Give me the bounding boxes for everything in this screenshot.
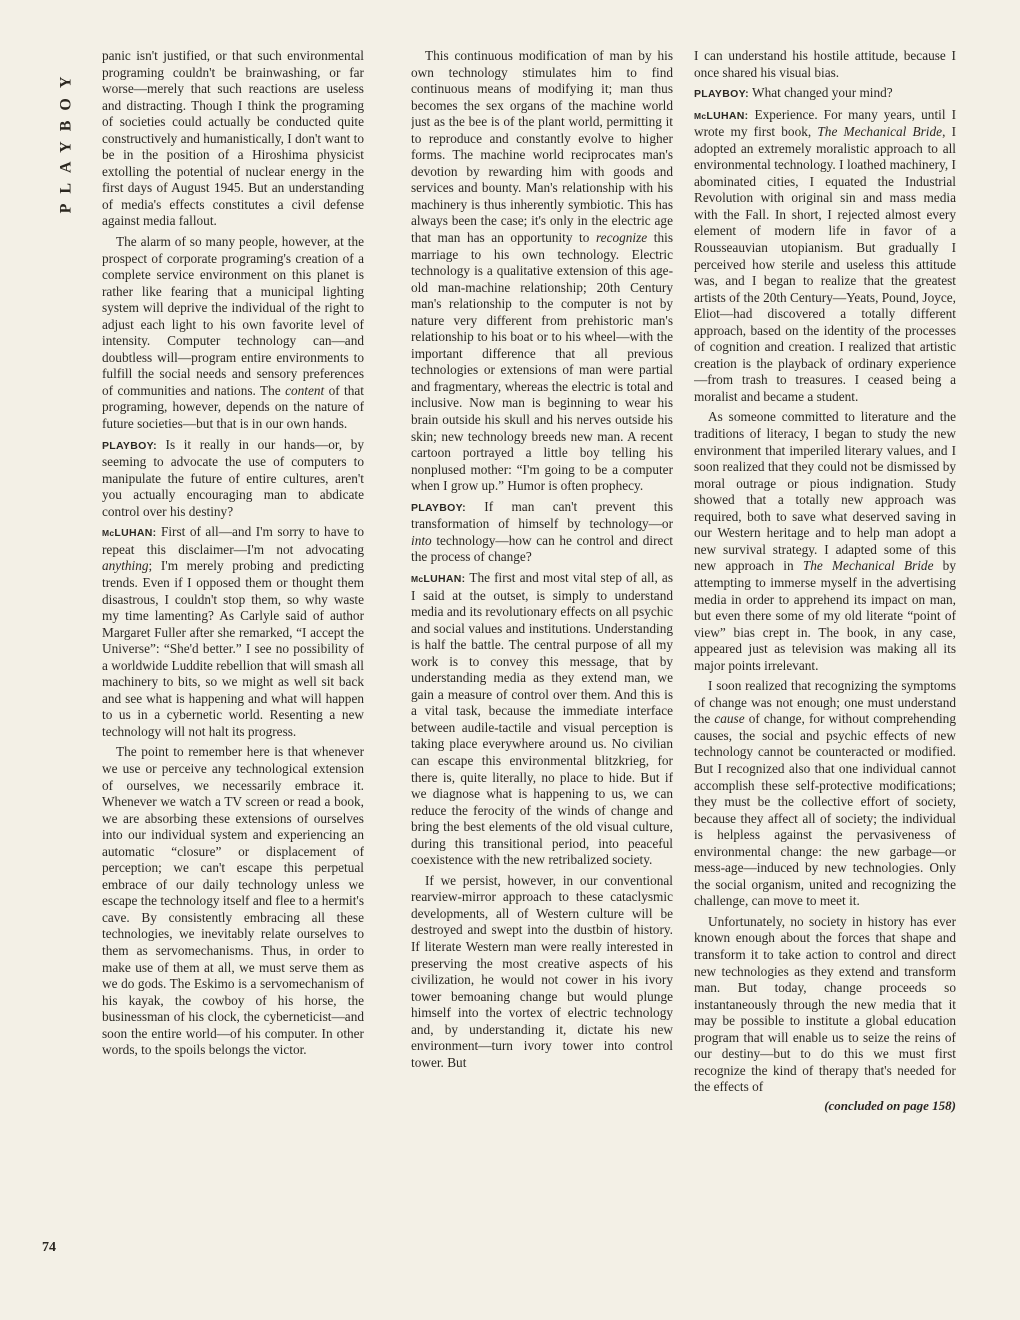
paragraph: As someone committed to literature and the traditions of literacy, I began to study the new environment that imperiled literary values, and I soon realized that they could not be dismissed by moral outrage or pious indignation. Study showed that a totally new approach was required, both to save what deserved saving in our Western heritage and to help man adopt a new survival strategy. I adapted some of this new approach in The Mechanical Bride by attempting to immerse myself in the advertising media in order to apprehend its impact on man, but even there some of my old literate “point of view” bias crept in. The book, in any case, appeared just as television was making all its major points irrelevant.: [694, 409, 956, 673]
speaker-label-playboy: PLAYBOY:: [694, 88, 749, 101]
article-column-3: [694, 48, 956, 1288]
paragraph: panic isn't justified, or that such environmental programing couldn't be brainwashing, or far worse—merely that such reactions are useless and distracting. Though I think the programing of societies could actually be conducted quite constructively and humanistically, I don't want to be in the position of a Hiroshima physicist extolling the potential of nuclear energy in the first days of August 1945. But an understanding of media's effects constitutes a civil defense against media fallout.: [102, 48, 364, 229]
interviewee-answer: McLUHAN: Experience. For many years, until I wrote my first book, The Mechanical Bride, I adopted an extremely moralistic approach to all environmental technology. I loathed machinery, I abominated cities, I equated the Industrial Revolution with original sin and mass media with the Fall. In short, I rejected almost every element of modern life in favor of a Rousseauvian utopianism. But gradually I perceived how sterile and useless this attitude was, and I began to realize that the greatest artists of the 20th Century—Yeats, Pound, Joyce, Eliot—had discovered a totally different approach, based on the identity of the processes of cognition and creation. I realized that artistic creation is the playback of ordinary experience—from trash to treasures. I ceased being a moralist and became a student.: [694, 106, 956, 404]
paragraph: I soon realized that recognizing the symptoms of change was not enough; one must understand the cause of change, for without comprehending causes, the social and psychic effects of new technology cannot be counteracted or modified. But I recognized also that one individual cannot accomplish these self-protective modifications; they must be the collective effort of society, because they affect all of society; the individual is helpless against the pervasiveness of environmental change: the new garbage—or mess-age—induced by new technologies. Only the social organism, united and recognizing the challenge, can move to meet it.: [694, 678, 956, 909]
paragraph: The point to remember here is that whenever we use or perceive any technological extension of ourselves, we necessarily embrace it. Whenever we watch a TV screen or read a book, we are absorbing these extensions of ourselves into our individual system and experiencing an automatic “closure” or displacement of perception; we can't escape this perpetual embrace of our daily technology unless we escape the technology itself and flee to a hermit's cave. By consistently embracing all these technologies, we inevitably relate ourselves to them as servomechanisms. Thus, in order to make use of them at all, we must serve them as we do gods. The Eskimo is a servomechanism of his kayak, the cowboy of his horse, the businessman of his clock, the cyberneticist—and soon the entire world—of his computer. In other words, to the spoils belongs the victor.: [102, 744, 364, 1058]
continuation-note: (concluded on page 158): [824, 1097, 956, 1113]
article-column-1: [102, 48, 364, 1288]
speaker-label-playboy: PLAYBOY:: [102, 439, 157, 452]
speaker-label-mcluhan: McLUHAN:: [102, 527, 157, 540]
interviewee-answer: McLUHAN: First of all—and I'm sorry to have to repeat this disclaimer—I'm not advocating anything; I'm merely probing and predicting trends. Even if I opposed them or thought them disastrous, I couldn't stop them, so why waste my time lamenting? As Carlyle said of author Margaret Fuller after she remarked, “I accept the Universe”: “She'd better.” I see no possibility of a worldwide Luddite rebellion that will smash all machinery to bits, so we might as well sit back and see what is happening and what will happen to us in a cybernetic world. Resenting a new technology will not halt its progress.: [102, 524, 364, 739]
article-column-2: [411, 48, 673, 1288]
paragraph: The alarm of so many people, however, at the prospect of corporate programing's creation of a complete service environment on this planet is rather like fearing that a municipal lighting system will deprive the individual of the right to adjust each light to his own favorite level of intensity. Computer technology can—and doubtless will—program entire environments to fulfill the social needs and sensory preferences of communities and nations. The content of that programing, however, depends on the nature of future societies—but that is in our own hands.: [102, 234, 364, 432]
speaker-label-playboy: PLAYBOY:: [411, 501, 466, 514]
interviewer-question: PLAYBOY: What changed your mind?: [694, 85, 893, 101]
interviewer-question: PLAYBOY: If man can't prevent this transformation of himself by technology—or into technology—how can he control and direct the process of change?: [411, 498, 673, 565]
speaker-label-mcluhan: McLUHAN:: [411, 572, 466, 585]
speaker-label-mcluhan: McLUHAN:: [694, 109, 749, 122]
interviewer-question: PLAYBOY: Is it really in our hands—or, by seeming to advocate the use of computers to manipulate the future of entire cultures, aren't you actually encouraging man to abdicate control over his destiny?: [102, 436, 364, 519]
magazine-masthead: PLAYBOY: [57, 66, 75, 214]
paragraph: If we persist, however, in our conventional rearview-mirror approach to these cataclysmic developments, all of Western culture will be destroyed and swept into the dustbin of history. If literate Western man were really interested in preserving the most creative aspects of his civilization, he would not cower in his ivory tower bemoaning change but would plunge himself into the vortex of electric technology and, by understanding it, dictate his new environment—turn ivory tower into control tower. But: [411, 872, 673, 1070]
paragraph: This continuous modification of man by his own technology stimulates him to find continuous means of modifying it; man thus becomes the sex organs of the machine world just as the bee is of the plant world, permitting it to reproduce and constantly evolve to higher forms. The machine world reciprocates man's devotion by rewarding him with goods and services and bounty. Man's relationship with his machinery is thus inherently symbiotic. This has always been the case; it's only in the electric age that man has an opportunity to recognize this marriage to his own technology. Electric technology is a qualitative extension of this age-old man-machine relationship; 20th Century man's relationship to the computer is not by nature very different from prehistoric man's relationship to his boat or to his wheel—with the important difference that all previous technologies or extensions of man were partial and fragmentary, whereas the electric is total and inclusive. Now man is beginning to wear his brain outside his skull and his nerves outside his skin; new technology breeds new man. A recent cartoon portrayed a little boy telling his nonplused mother: “I'm going to be a computer when I grow up.” Humor is often prophecy.: [411, 48, 673, 494]
page-number: 74: [42, 1240, 56, 1255]
paragraph: Unfortunately, no society in history has ever known enough about the forces that shape and transform it to take action to control and direct new technologies as they extend and transform man. But today, change proceeds so instantaneously through the new media that it may be possible to institute a global education program that will enable us to seize the reins of our destiny—but to do this we must first recognize the kind of therapy that's needed for the effects of: [694, 913, 956, 1095]
paragraph: I can understand his hostile attitude, because I once shared his visual bias.: [694, 48, 956, 80]
interviewee-answer: McLUHAN: The first and most vital step of all, as I said at the outset, is simply to understand media and its revolutionary effects on all psychic and social values and institutions. Understanding is half the battle. The central purpose of all my work is to convey this message, that by understanding media as they extend man, we gain a measure of control over them. And this is a vital task, because the immediate interface between audile-tactile and visual perception is taking place everywhere around us. No civilian can escape this environmental blitzkrieg, for there is, quite literally, no place to hide. But if we diagnose what is happening to us, we can reduce the ferocity of the winds of change and bring the best elements of the old visual culture, during this transitional period, into peaceful coexistence with the new retribalized society.: [411, 569, 673, 868]
